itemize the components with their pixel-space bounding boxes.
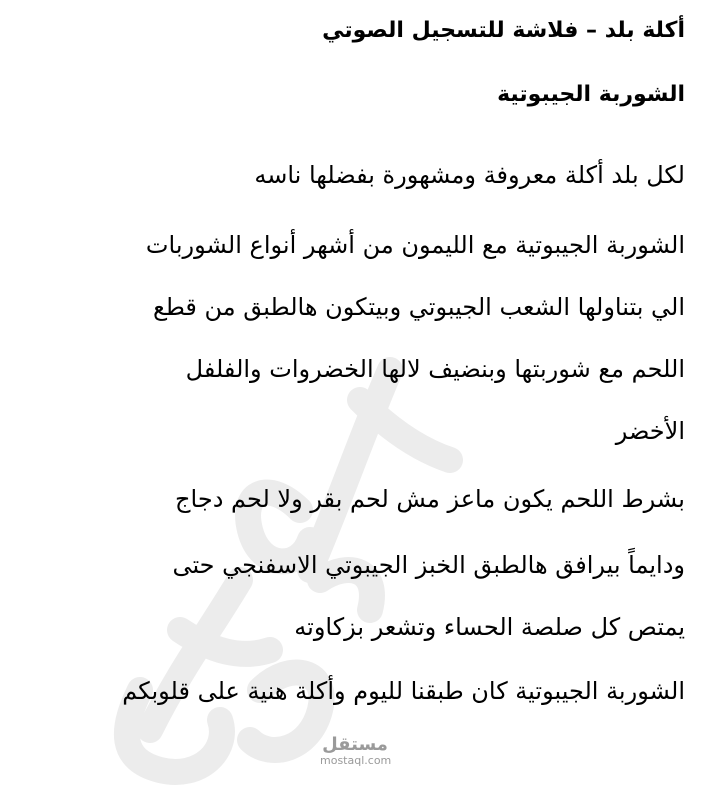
brand-latin: mostaql.com: [320, 754, 392, 767]
text-line: بشرط اللحم يكون ماعز مش لحم بقر ولا لحم دجاج: [175, 485, 685, 513]
document-body: [25, 12, 685, 722]
text-line: الي بتناولها الشعب الجيبوتي وبيتكون هالطبق من قطع: [152, 293, 685, 321]
text-line: يمتص كل صلصة الحساء وتشعر بزكاوته: [294, 613, 685, 641]
paragraph: [25, 214, 685, 462]
paragraph: [25, 660, 685, 722]
text-line: الأخضر: [615, 417, 685, 445]
brand-arabic: مستقل: [322, 734, 388, 755]
text-line: اللحم مع شوربتها وبنضيف لالها الخضروات والفلفل: [185, 355, 685, 383]
document-title: أكلة بلد – فلاشة للتسجيل الصوتي: [322, 18, 685, 43]
text-line: الشوربة الجيبوتية مع الليمون من أشهر أنواع الشوربات: [145, 231, 685, 259]
document-subtitle: الشوربة الجيبوتية: [497, 82, 685, 107]
text-line: لكل بلد أكلة معروفة ومشهورة بفضلها ناسه: [254, 161, 685, 189]
mostaql-logo: [320, 735, 390, 767]
text-line: الشوربة الجيبوتية كان طبقنا لليوم وأكلة هنية على قلوبكم: [122, 677, 685, 705]
paragraph: [25, 534, 685, 658]
paragraph: [25, 468, 685, 530]
text-line: ودايماً بيرافق هالطبق الخبز الجيبوتي الاسفنجي حتى: [172, 551, 685, 579]
paragraph: [25, 144, 685, 206]
